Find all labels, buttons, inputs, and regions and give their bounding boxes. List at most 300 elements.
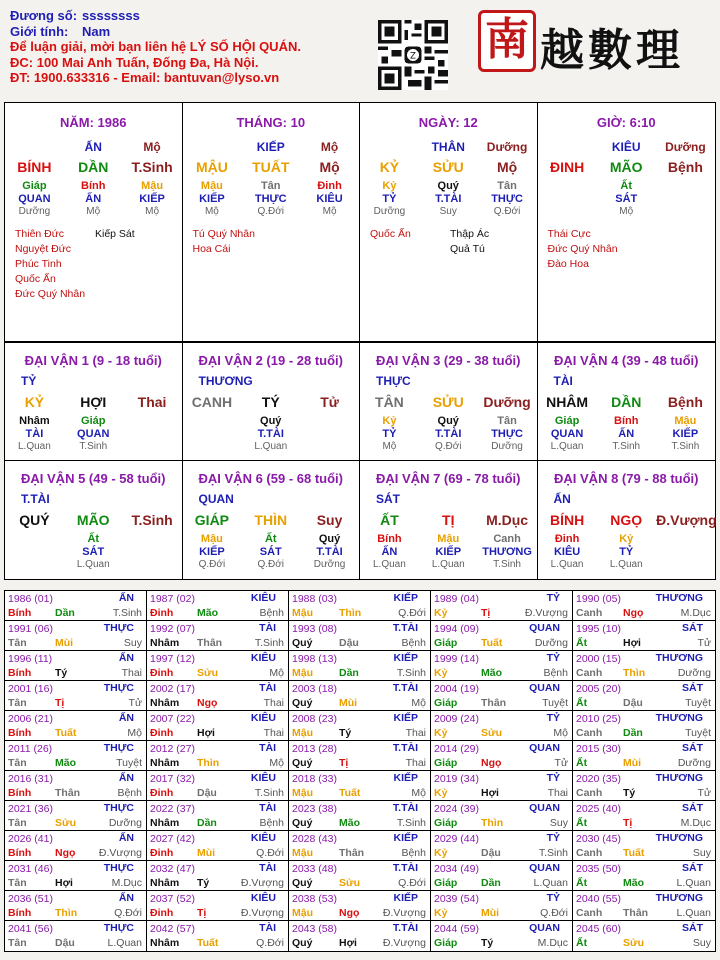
annual-stage: L.Quan [676, 877, 711, 889]
annual-cell [5, 771, 147, 801]
annual-stem: Nhâm [150, 637, 180, 649]
dai-van-stage: L.Quan [550, 559, 584, 570]
annual-branch: Hợi [55, 877, 73, 889]
annual-cell [147, 591, 289, 621]
annual-year: 2042 (57) [150, 923, 195, 935]
pillar-hidden-god [183, 193, 360, 205]
annual-cell [5, 651, 147, 681]
dai-van-stem-branch-cell: MÃO [76, 512, 110, 528]
dai-van-stem-branch-cell: HỢI [80, 394, 107, 410]
annual-cell [5, 591, 147, 621]
annual-year: 1993 (08) [292, 623, 337, 635]
annual-ten-god: TỶ [546, 592, 560, 604]
annual-branch: Dần [55, 607, 75, 619]
dai-van-stem-branch [360, 394, 537, 410]
dai-van-stem-branch [5, 512, 182, 528]
star-name: Nguyệt Đức [15, 243, 72, 255]
annual-branch: Thìn [55, 907, 78, 919]
dai-van-stem-branch [538, 394, 716, 410]
dai-van-hidden-god-cell: T.TÀI [316, 546, 343, 558]
annual-stem: Giáp [434, 937, 458, 949]
annual-stem: Canh [576, 847, 603, 859]
pillar-stem-branch [538, 159, 716, 175]
annual-year: 2021 (36) [8, 803, 53, 815]
annual-year: 2013 (28) [292, 743, 337, 755]
annual-cell [431, 651, 573, 681]
annual-stem: Mậu [292, 787, 313, 799]
annual-ten-god: SÁT [682, 922, 703, 934]
annual-cell [147, 801, 289, 831]
dai-van-hidden-stem [538, 415, 716, 427]
pillar-ten-god-cell: Mộ [143, 140, 161, 154]
annual-stage: Q.Đới [398, 607, 426, 619]
pillar-ten-god-cell: Dưỡng [486, 140, 528, 154]
dai-van-stage: T.Sinh [671, 441, 700, 452]
annual-stage: Thai [405, 757, 426, 769]
annual-ten-god: THỰC [103, 682, 134, 694]
annual-branch: Ngọ [623, 607, 644, 619]
dai-van-hidden-god [360, 546, 537, 558]
annual-cell [5, 891, 147, 921]
dai-van-ten-god: TỶ [21, 374, 37, 388]
annual-ten-god: KIÊU [250, 892, 276, 904]
annual-branch: Tị [197, 907, 207, 919]
annual-stage: Suy [692, 847, 711, 859]
star-name: Thập Ác [450, 228, 490, 240]
star-column [193, 227, 273, 257]
annual-stage: Tử [697, 787, 711, 799]
annual-ten-god: T.TÀI [392, 802, 418, 814]
dai-van-hidden-stem-cell: Quý [318, 533, 341, 545]
annual-stage: Đ.Vượng [382, 907, 426, 919]
annual-stem: Tân [8, 637, 27, 649]
star-column [95, 227, 175, 302]
dai-van-stage-row [538, 559, 716, 570]
pillar-hidden-stem [538, 180, 716, 192]
annual-stage: Tử [128, 697, 142, 709]
annual-branch: Mùi [481, 907, 500, 919]
annual-stage: Dưỡng [677, 667, 711, 679]
annual-branch: Ngọ [197, 697, 218, 709]
pillar-hidden-god [360, 193, 537, 205]
annual-stem: Mậu [292, 667, 313, 679]
annual-stage: Mộ [553, 727, 568, 739]
pillar-hidden-stem-cell: Đinh [317, 180, 342, 192]
annual-branch: Thìn [623, 667, 646, 679]
annual-year: 2006 (21) [8, 713, 53, 725]
annual-ten-god: THƯƠNG [655, 892, 703, 904]
annual-stem: Nhâm [150, 937, 180, 949]
dai-van-stage: L.Quan [609, 559, 643, 570]
annual-luck-table [4, 590, 716, 952]
pillar-column [183, 103, 361, 341]
dai-van-stage: Q.Đới [434, 441, 462, 452]
pillar-stem-branch-cell: Mộ [496, 159, 518, 175]
annual-branch: Thìn [339, 607, 362, 619]
annual-stage: Bệnh [259, 817, 284, 829]
annual-cell [573, 891, 715, 921]
gt-label: Giới tính: [10, 23, 69, 39]
pillar-stage: Q.Đới [493, 206, 521, 217]
annual-year: 2033 (48) [292, 863, 337, 875]
dai-van-hidden-god-cell: KIẾP [435, 546, 462, 558]
annual-year: 1992 (07) [150, 623, 195, 635]
annual-ten-god: SÁT [682, 862, 703, 874]
annual-year: 2034 (49) [434, 863, 479, 875]
annual-branch: Thân [623, 907, 649, 919]
annual-year: 2008 (23) [292, 713, 337, 725]
annual-ten-god: KIÊU [250, 652, 276, 664]
pillar-ten-god-cell: KIÊU [611, 140, 641, 154]
dai-van-stage: Mộ [382, 441, 397, 452]
annual-stage: L.Quan [533, 877, 568, 889]
annual-stem: Quý [292, 757, 313, 769]
dai-van-hidden-stem-cell: Nhâm [19, 415, 50, 427]
dai-van-stem-branch-cell: TÂN [375, 394, 404, 410]
address-line: ĐC: 100 Mai Anh Tuấn, Đống Đa, Hà Nội. [10, 54, 259, 70]
pillar-stem-branch-cell: KỶ [379, 159, 400, 175]
pillar-column [360, 103, 538, 341]
dai-van-stage: Q.Đới [257, 559, 285, 570]
annual-ten-god: KIÊU [250, 712, 276, 724]
dai-van-stem-branch [183, 394, 360, 410]
annual-cell [5, 621, 147, 651]
annual-stage: L.Quan [107, 937, 142, 949]
annual-stage: Bệnh [259, 607, 284, 619]
annual-stem: Đinh [150, 907, 174, 919]
pillar-title: NGÀY: 12 [418, 115, 478, 130]
annual-cell [5, 861, 147, 891]
annual-ten-god: KIÊU [250, 592, 276, 604]
annual-stage: Mộ [269, 667, 284, 679]
annual-stem: Kỷ [434, 667, 448, 679]
dai-van-stem-branch-cell: Thai [137, 394, 167, 410]
annual-stem: Quý [292, 637, 313, 649]
annual-stem: Giáp [434, 877, 458, 889]
dai-van-stage: L.Quan [18, 441, 51, 452]
annual-stem: Canh [576, 667, 603, 679]
annual-stage: Đ.Vượng [524, 607, 568, 619]
dai-van-stem-branch-cell: Đ.Vượng [656, 512, 717, 528]
annual-stem: Bính [8, 907, 32, 919]
annual-year: 2011 (26) [8, 743, 53, 755]
annual-stem: Kỷ [434, 607, 448, 619]
annual-branch: Dậu [55, 937, 75, 949]
annual-branch: Hợi [197, 727, 215, 739]
dai-van-hidden-god-cell: KIẾP [199, 546, 225, 558]
annual-stage: T.Sinh [396, 667, 426, 679]
annual-ten-god: QUAN [529, 682, 560, 694]
annual-cell [289, 651, 431, 681]
annual-year: 2043 (58) [292, 923, 337, 935]
annual-cell [289, 741, 431, 771]
annual-year: 2009 (24) [434, 713, 479, 725]
annual-year: 2041 (56) [8, 923, 53, 935]
annual-year: 1989 (04) [434, 593, 479, 605]
annual-stage: M.Dục [111, 877, 142, 889]
annual-stem: Tân [8, 877, 27, 889]
annual-year: 2022 (37) [150, 803, 195, 815]
annual-branch: Tị [339, 757, 349, 769]
pillar-stage: Mộ [86, 206, 101, 217]
dai-van-cell [5, 461, 183, 579]
annual-cell [573, 831, 715, 861]
annual-cell [289, 711, 431, 741]
dai-van-stage: T.Sinh [79, 441, 108, 452]
dai-van-ten-god: ẤN [553, 492, 571, 506]
annual-ten-god: QUAN [529, 862, 560, 874]
annual-stage: Mộ [411, 787, 426, 799]
annual-cell [289, 861, 431, 891]
dai-van-stage-row [5, 559, 182, 570]
dai-van-title: ĐẠI VẬN 4 (39 - 48 tuổi) [554, 353, 699, 368]
dai-van-ten-god: QUAN [198, 492, 234, 506]
annual-branch: Thân [55, 787, 81, 799]
gt-value: Nam [82, 23, 111, 39]
annual-stage: Bệnh [401, 847, 426, 859]
annual-branch: Sửu [197, 667, 219, 679]
dai-van-cell [183, 461, 361, 579]
annual-year: 2001 (16) [8, 683, 53, 695]
annual-stem: Tân [8, 757, 27, 769]
pillar-stem-branch-cell: Bệnh [667, 159, 703, 175]
annual-year: 2023 (38) [292, 803, 337, 815]
annual-stage: Tử [697, 637, 711, 649]
pillar-stem-branch [360, 159, 537, 175]
annual-branch: Thân [339, 847, 365, 859]
annual-year: 2045 (60) [576, 923, 621, 935]
annual-stage: Bệnh [117, 787, 142, 799]
annual-cell [147, 861, 289, 891]
annual-cell [431, 891, 573, 921]
pillar-stage-row [538, 206, 716, 217]
dai-van-stem-branch-cell: SỬU [432, 394, 464, 410]
annual-branch: Hợi [339, 937, 357, 949]
annual-stem: Giáp [434, 637, 458, 649]
annual-year: 2036 (51) [8, 893, 53, 905]
annual-branch: Dần [339, 667, 359, 679]
dai-van-stage: T.Sinh [612, 441, 641, 452]
annual-stem: Tân [8, 817, 27, 829]
annual-stem: Bính [8, 787, 32, 799]
pillar-stars [538, 227, 716, 272]
dai-van-cell [538, 343, 716, 461]
dai-van-hidden-stem [538, 533, 716, 545]
pillar-hidden-god-cell: KIẾP [199, 193, 225, 205]
annual-ten-god: THƯƠNG [655, 592, 703, 604]
annual-year: 1995 (10) [576, 623, 621, 635]
pillar-stars [5, 227, 182, 302]
annual-stage: Tử [554, 757, 568, 769]
annual-ten-god: ẤN [118, 652, 134, 664]
pillar-hidden-stem-cell: Quý [437, 180, 459, 192]
annual-stem: Đinh [150, 847, 174, 859]
annual-stem: Kỷ [434, 847, 448, 859]
annual-cell [289, 591, 431, 621]
dai-van-stem-branch-cell: TỊ [442, 512, 455, 528]
annual-stem: Nhâm [150, 817, 180, 829]
dai-van-hidden-stem-cell: Bính [614, 415, 639, 427]
annual-ten-god: THƯƠNG [655, 712, 703, 724]
dai-van-stem-branch-cell: T.Sinh [131, 512, 173, 528]
annual-cell [147, 921, 289, 951]
dai-van-stem-branch-cell: KỶ [24, 394, 45, 410]
dai-van-stage: Dưỡng [313, 559, 346, 570]
annual-stem: Mậu [292, 727, 313, 739]
dai-van-hidden-god-cell: KIẾP [672, 428, 699, 440]
pillar-stars [183, 227, 360, 257]
annual-cell [289, 771, 431, 801]
annual-year: 2016 (31) [8, 773, 53, 785]
dai-van-stem-branch-cell: CANH [191, 394, 233, 410]
dai-van-stage: L.Quan [373, 559, 406, 570]
dai-van-hidden-stem [360, 533, 537, 545]
annual-stem: Quý [292, 937, 313, 949]
annual-branch: Sửu [623, 937, 645, 949]
annual-stage: Dưỡng [677, 757, 711, 769]
dai-van-stem-branch-cell: ẤT [380, 512, 399, 528]
annual-cell [5, 741, 147, 771]
dai-van-title: ĐẠI VẬN 2 (19 - 28 tuổi) [198, 353, 343, 368]
dai-van-ten-god: THƯƠNG [198, 374, 253, 388]
annual-ten-god: TÀI [259, 742, 276, 754]
annual-ten-god: T.TÀI [392, 862, 418, 874]
dai-van-hidden-god-cell: SÁT [82, 546, 105, 558]
pillar-hidden-stem-cell: Giáp [22, 180, 47, 192]
annual-cell [431, 711, 573, 741]
pillar-title: THÁNG: 10 [236, 115, 306, 130]
dai-van-hidden-god-cell: THỰC [491, 428, 523, 440]
pillar-stem-branch-cell: ĐINH [549, 159, 585, 175]
annual-ten-god: THỰC [103, 742, 134, 754]
annual-stem: Ất [576, 637, 588, 649]
dai-van-hidden-god-cell: ẤN [381, 546, 398, 558]
annual-branch: Dậu [339, 637, 359, 649]
pillar-hidden-god-cell: KIÊU [316, 193, 343, 205]
annual-stem: Đinh [150, 667, 174, 679]
annual-ten-god: QUAN [529, 622, 560, 634]
annual-stage: T.Sinh [112, 607, 142, 619]
annual-stage: T.Sinh [254, 637, 284, 649]
annual-stage: Tuyệt [116, 757, 142, 769]
annual-year: 2026 (41) [8, 833, 53, 845]
annual-ten-god: KIÊU [250, 772, 276, 784]
annual-year: 2010 (25) [576, 713, 621, 725]
dai-van-hidden-stem-cell: Bính [377, 533, 402, 545]
annual-ten-god: KIẾP [393, 652, 418, 664]
pillar-stem-branch-cell: Mộ [319, 159, 340, 175]
annual-year: 2039 (54) [434, 893, 479, 905]
annual-year: 1999 (14) [434, 653, 479, 665]
dai-van-stem-branch-cell: M.Dục [486, 512, 529, 528]
dai-van-title: ĐẠI VẬN 8 (79 - 88 tuổi) [554, 471, 699, 486]
annual-branch: Tý [55, 667, 68, 679]
dai-van-stem-branch-cell: NHÂM [546, 394, 589, 410]
pillar-ten-god [5, 140, 182, 154]
annual-cell [289, 831, 431, 861]
annual-ten-god: T.TÀI [392, 922, 418, 934]
dai-van-stem-branch-cell: Dưỡng [483, 394, 531, 410]
annual-stem: Giáp [434, 757, 458, 769]
pillar-ten-god-cell: THÂN [431, 140, 465, 154]
annual-ten-god: SÁT [682, 802, 703, 814]
contact-line: Để luận giải, mời bạn liên hệ LÝ SỐ HỘI QUÁN. [10, 39, 301, 54]
dai-van-title: ĐẠI VẬN 3 (29 - 38 tuổi) [376, 353, 521, 368]
annual-year: 2012 (27) [150, 743, 195, 755]
star-name: Phúc Tinh [15, 258, 62, 270]
dai-van-title: ĐẠI VẬN 5 (49 - 58 tuổi) [21, 471, 166, 486]
annual-year: 2037 (52) [150, 893, 195, 905]
annual-year: 2024 (39) [434, 803, 479, 815]
dai-van-hidden-stem [183, 533, 360, 545]
dai-van-stem-branch-cell: GIÁP [194, 512, 230, 528]
pillar-hidden-god [538, 193, 716, 205]
dai-van-title: ĐẠI VẬN 1 (9 - 18 tuổi) [24, 353, 162, 368]
pillar-hidden-god-cell: TỶ [382, 193, 397, 205]
dai-van-stage-row [360, 559, 537, 570]
annual-year: 2044 (59) [434, 923, 479, 935]
pillar-hidden-stem-cell: Ất [620, 180, 633, 192]
dai-van-title: ĐẠI VẬN 7 (69 - 78 tuổi) [376, 471, 521, 486]
annual-stem: Giáp [434, 697, 458, 709]
annual-year: 1996 (11) [8, 653, 53, 665]
annual-ten-god: THƯƠNG [655, 652, 703, 664]
annual-branch: Tý [623, 787, 636, 799]
pillar-stem-branch-cell: BÍNH [17, 159, 52, 175]
annual-stem: Bính [8, 607, 32, 619]
pillar-hidden-stem [183, 180, 360, 192]
annual-cell [431, 591, 573, 621]
annual-stage: Thai [405, 727, 426, 739]
dai-van-ten-god: TÀI [553, 374, 573, 388]
dai-van-stem-branch [5, 394, 182, 410]
annual-stem: Ất [576, 697, 588, 709]
dai-van-hidden-god-cell: QUAN [77, 428, 110, 440]
annual-stem: Ất [576, 877, 588, 889]
annual-stage: Q.Đới [540, 907, 568, 919]
star-name: Thiên Đức [15, 228, 65, 240]
annual-stage: Suy [123, 637, 142, 649]
star-name: Thái Cực [547, 228, 591, 240]
annual-ten-god: TÀI [259, 622, 276, 634]
pillar-stage: Suy [439, 206, 457, 217]
dai-van-hidden-god-cell: KIÊU [553, 546, 581, 558]
dai-van-table [4, 342, 716, 580]
annual-ten-god: KIẾP [393, 832, 418, 844]
dai-van-hidden-god [183, 428, 360, 440]
brand-logo [478, 10, 718, 76]
annual-cell [431, 621, 573, 651]
annual-branch: Dậu [197, 787, 217, 799]
annual-cell [5, 801, 147, 831]
annual-stage: Đ.Vượng [240, 907, 284, 919]
annual-stage: Suy [692, 937, 711, 949]
pillar-stem-branch-cell: TUẤT [252, 159, 290, 175]
annual-branch: Sửu [339, 877, 361, 889]
pillar-title: NĂM: 1986 [60, 115, 127, 130]
dai-van-stem-branch-cell: Bệnh [667, 394, 703, 410]
annual-ten-god: ẤN [118, 772, 134, 784]
annual-branch: Sửu [55, 817, 77, 829]
annual-ten-god: SÁT [682, 682, 703, 694]
annual-ten-god: ẤN [118, 832, 134, 844]
annual-branch: Sửu [481, 727, 503, 739]
annual-cell [289, 891, 431, 921]
annual-stage: Suy [549, 817, 568, 829]
annual-cell [573, 621, 715, 651]
annual-branch: Dần [481, 877, 501, 889]
phone-email-line: ĐT: 1900.633316 - Email: bantuvan@lyso.vn [10, 70, 280, 85]
